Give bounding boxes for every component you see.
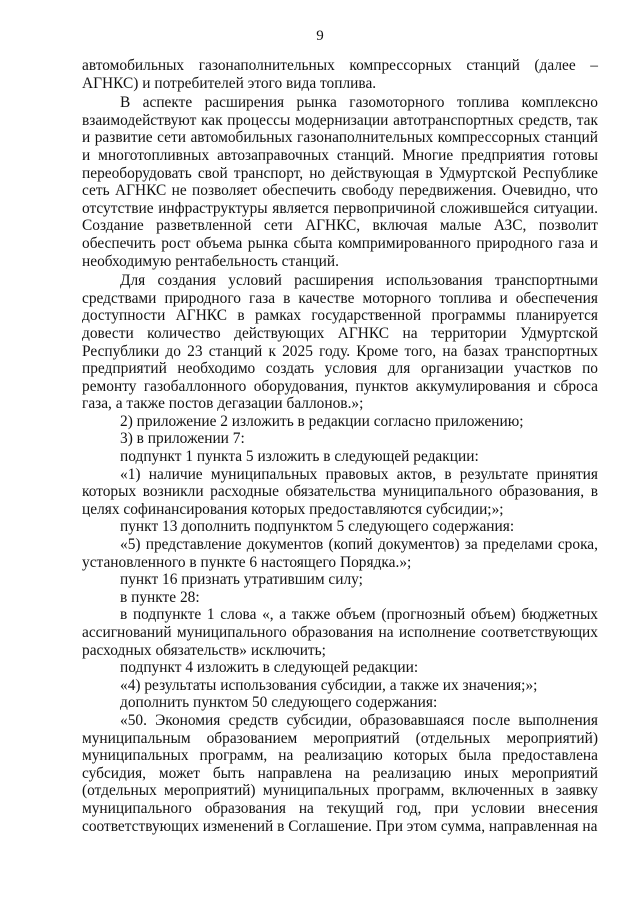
paragraph-agnks-plan: Для создания условий расширения использования транспортными средствами природного газа в качестве моторного топлива и обеспечения доступности АГНКС в рамках государственной программы планируется довести количество действующих АГНКС на территории Удмуртской Республики до 23 станций к 2025 году. Кроме того, на базах транспортных предприятий необходимо создать условия для организации участков по ремонту газобаллонного оборудования, пунктов аккумулирования и сброса газа, а также постов дегазации баллонов.»; [82, 272, 598, 413]
point-16: пункт 16 признать утратившим силу; [120, 571, 363, 589]
quote-point-50: «50. Экономия средств субсидии, образовавшаяся после выполнения муниципальным образованием мероприятий (отдельных мероприятий) муниципальных программ, на реализацию которых была предоставлена субсидия, может быть направлена на реализацию иных мероприятий (отдельных мероприятий) муниципальных программ, включенных в заявку муниципального образования на текущий год, при условии внесения соответствующих изменений в Соглашение. При этом сумма, направленная на [82, 711, 598, 835]
quote-subpoint-5: «5) представление документов (копий документов) за пределами срока, установленного в пункте 6 настоящего Порядка.»; [82, 536, 598, 571]
body-text [82, 57, 598, 835]
quote-subpoint-4: «4) результаты использования субсидии, а также их значения;»; [120, 676, 538, 694]
point-28: в пункте 28: [120, 588, 200, 606]
paragraph-continuation: автомобильных газонаполнительных компрессорных станций (далее – АГНКС) и потребителей этого вида топлива. [82, 57, 598, 92]
quote-subpoint-1: «1) наличие муниципальных правовых актов, в результате принятия которых возникли расходные обязательства муниципального образования, в целях софинансирования которых предоставляются субсидии;»; [82, 465, 598, 518]
page-number: 9 [316, 28, 324, 44]
add-point-50: дополнить пунктом 50 следующего содержания: [120, 694, 438, 712]
point-28-subpoint-4: подпункт 4 изложить в следующей редакции: [120, 659, 419, 677]
point-13: пункт 13 дополнить подпунктом 5 следующего содержания: [120, 518, 515, 536]
item-appendix-7: 3) в приложении 7: [120, 430, 245, 448]
subpoint-1-point-5: подпункт 1 пункта 5 изложить в следующей редакции: [120, 448, 479, 466]
point-28-subpoint-1: в подпункте 1 слова «, а также объем (прогнозный объем) бюджетных ассигнований муниципального образования на исполнение соответствующих расходных обязательств» исключить; [82, 606, 598, 659]
paragraph-gas-market: В аспекте расширения рынка газомоторного топлива комплексно взаимодействуют как процессы модернизации автотранспортных средств, так и развитие сети автомобильных газонаполнительных компрессорных станций и многотопливных автозаправочных станций. Многие предприятия готовы переоборудовать свой транспорт, но действующая в Удмуртской Республике сеть АГНКС не позволяет обеспечить свободу передвижения. Очевидно, что отсутствие инфраструктуры является первопричиной сложившейся ситуации. Создание разветвленной сети АГНКС, включая малые АЗС, позволит обеспечить рост объема рынка сбыта компримированного природного газа и необходимую рентабельность станций. [82, 94, 598, 270]
item-appendix-2: 2) приложение 2 изложить в редакции согласно приложению; [120, 412, 524, 430]
